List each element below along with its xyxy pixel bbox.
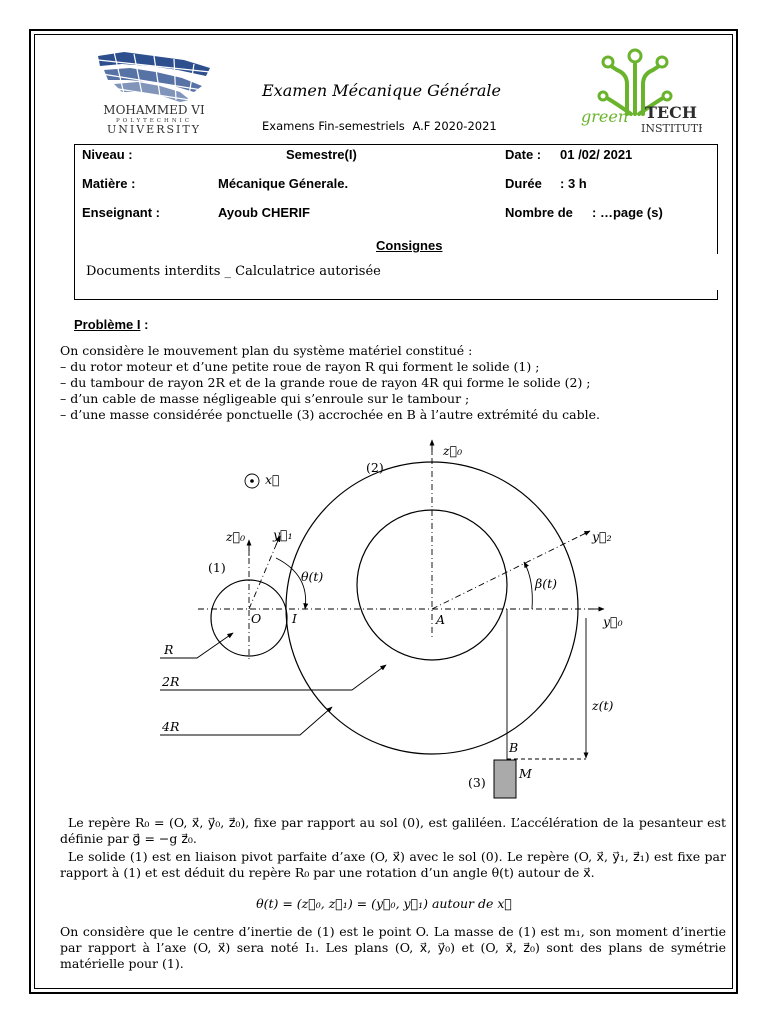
y2-axis: [432, 533, 586, 609]
radius-R-label: R: [164, 642, 174, 657]
info-box-border: [717, 144, 718, 254]
solid-2-label: (2): [366, 460, 384, 475]
4R-leader: [160, 707, 332, 735]
intro-line: – d’une masse considérée ponctuelle (3) accrochée en B à l’autre extrémité du cable.: [60, 407, 600, 422]
logo-line3: UNIVERSITY: [107, 123, 201, 136]
logo-tech: TECH: [645, 103, 697, 122]
beta-arc: [524, 562, 532, 609]
green-tech-institute-logo: [577, 44, 702, 136]
point-O: O: [251, 611, 262, 626]
matiere-label: Matière :: [82, 176, 136, 191]
exam-subtitle-year: A.F 2020-2021: [412, 119, 497, 133]
date-value: 01 /02/ 2021: [560, 147, 633, 162]
y1-label: y⃗₁: [273, 527, 293, 542]
small-wheel-R: [211, 580, 287, 656]
x-label: x⃗: [265, 472, 280, 487]
duree-label: Durée: [505, 176, 542, 191]
2R-leader: [160, 665, 386, 690]
pages-value: : …page (s): [592, 205, 663, 220]
date-label: Date :: [505, 147, 542, 162]
point-I: I: [292, 611, 297, 626]
enseignant-label: Enseignant :: [82, 205, 161, 220]
mass-3: [494, 760, 516, 798]
paragraph-pivot-link: Le solide (1) est en liaison pivot parfaite d’axe (O, x⃗) avec le sol (0). Le repère (O, x⃗, y⃗₁, z⃗₁) est fixe par rapport à (1) et est déduit du repère R₀ par une rotation d’un angle θ(t) autour de x⃗.: [60, 849, 726, 880]
mohammed-vi-university-logo: [94, 50, 214, 136]
point-M: M: [519, 766, 532, 781]
logo-institute: INSTITUTE: [641, 122, 702, 135]
solid-3-label: (3): [468, 775, 486, 790]
semestre-value: Semestre(I): [286, 147, 357, 162]
logo-line2: POLYTECHNIC: [115, 118, 193, 124]
z-t-label: z(t): [592, 698, 614, 713]
enseignant-value: Ayoub CHERIF: [218, 205, 310, 220]
y2-label: y⃗₂: [592, 529, 612, 544]
info-box-border: [717, 290, 718, 300]
exam-title: Examen Mécanique Générale: [262, 81, 501, 100]
problem-title-underlined: Problème I: [74, 317, 141, 332]
radius-2R-label: 2R: [162, 674, 180, 689]
large-wheel-4R: [286, 462, 578, 754]
theta-label: θ(t): [301, 569, 324, 584]
intro-line: – d’un cable de masse négligeable qui s’enroule sur le tambour ;: [60, 391, 470, 406]
mechanism-figure: [0, 430, 768, 810]
niveau-label: Niveau :: [82, 147, 133, 162]
y2-arrow: [580, 531, 590, 536]
x-axis-dot: [250, 479, 254, 483]
consignes-text: Documents interdits _ Calculatrice autorisée: [86, 264, 381, 279]
point-A: A: [436, 612, 446, 627]
point-B: B: [509, 740, 519, 755]
y1-axis: [249, 538, 279, 609]
pages-label: Nombre de: [505, 205, 573, 220]
intro-line: On considère le mouvement plan du système matériel constitué :: [60, 343, 473, 358]
exam-subtitle: [262, 119, 497, 133]
logo-line1: MOHAMMED VI: [103, 103, 205, 117]
z0-label-top: z⃗₀: [443, 443, 463, 458]
intro-line: – du tambour de rayon 2R et de la grande roue de rayon 4R qui forme le solide (2) ;: [60, 375, 591, 390]
problem-title: [74, 317, 148, 332]
paragraph-inertia: On considère que le centre d’inertie de (1) est le point O. La masse de (1) est m₁, son moment d’inertie par rapport à l’axe (O, x⃗) sera noté I₁. Les plans (O, x⃗, y⃗₀) et (O, x⃗, z⃗₀) sont des plans de symétrie matérielle pour (1).: [60, 924, 726, 971]
paragraph-reference-frame: Le repère R₀ = (O, x⃗, y⃗₀, z⃗₀), fixe par rapport au sol (0), est galiléen. L’accélération de la pesanteur est définie par g⃗ = −g z⃗₀.: [60, 815, 726, 846]
duree-value: : 3 h: [560, 176, 587, 191]
intro-line: – du rotor moteur et d’une petite roue de rayon R qui forment le solide (1) ;: [60, 359, 540, 374]
problem-title-colon: :: [140, 317, 149, 332]
theta-formula: θ(t) = (z⃗₀, z⃗₁) = (y⃗₀, y⃗₁) autour de x⃗: [256, 896, 512, 911]
matiere-value: Mécanique Génerale.: [218, 176, 349, 191]
consignes-title: Consignes: [376, 238, 443, 253]
radius-4R-label: 4R: [162, 719, 180, 734]
beta-label: β(t): [535, 576, 558, 591]
solid-1-label: (1): [208, 560, 226, 575]
exam-subtitle-prefix: Examens Fin-semestriels: [262, 119, 405, 133]
problem-intro: [60, 343, 726, 423]
z0-label: z⃗₀: [226, 529, 246, 544]
logo-green: green: [581, 107, 629, 126]
y0-label: y⃗₀: [603, 614, 623, 629]
